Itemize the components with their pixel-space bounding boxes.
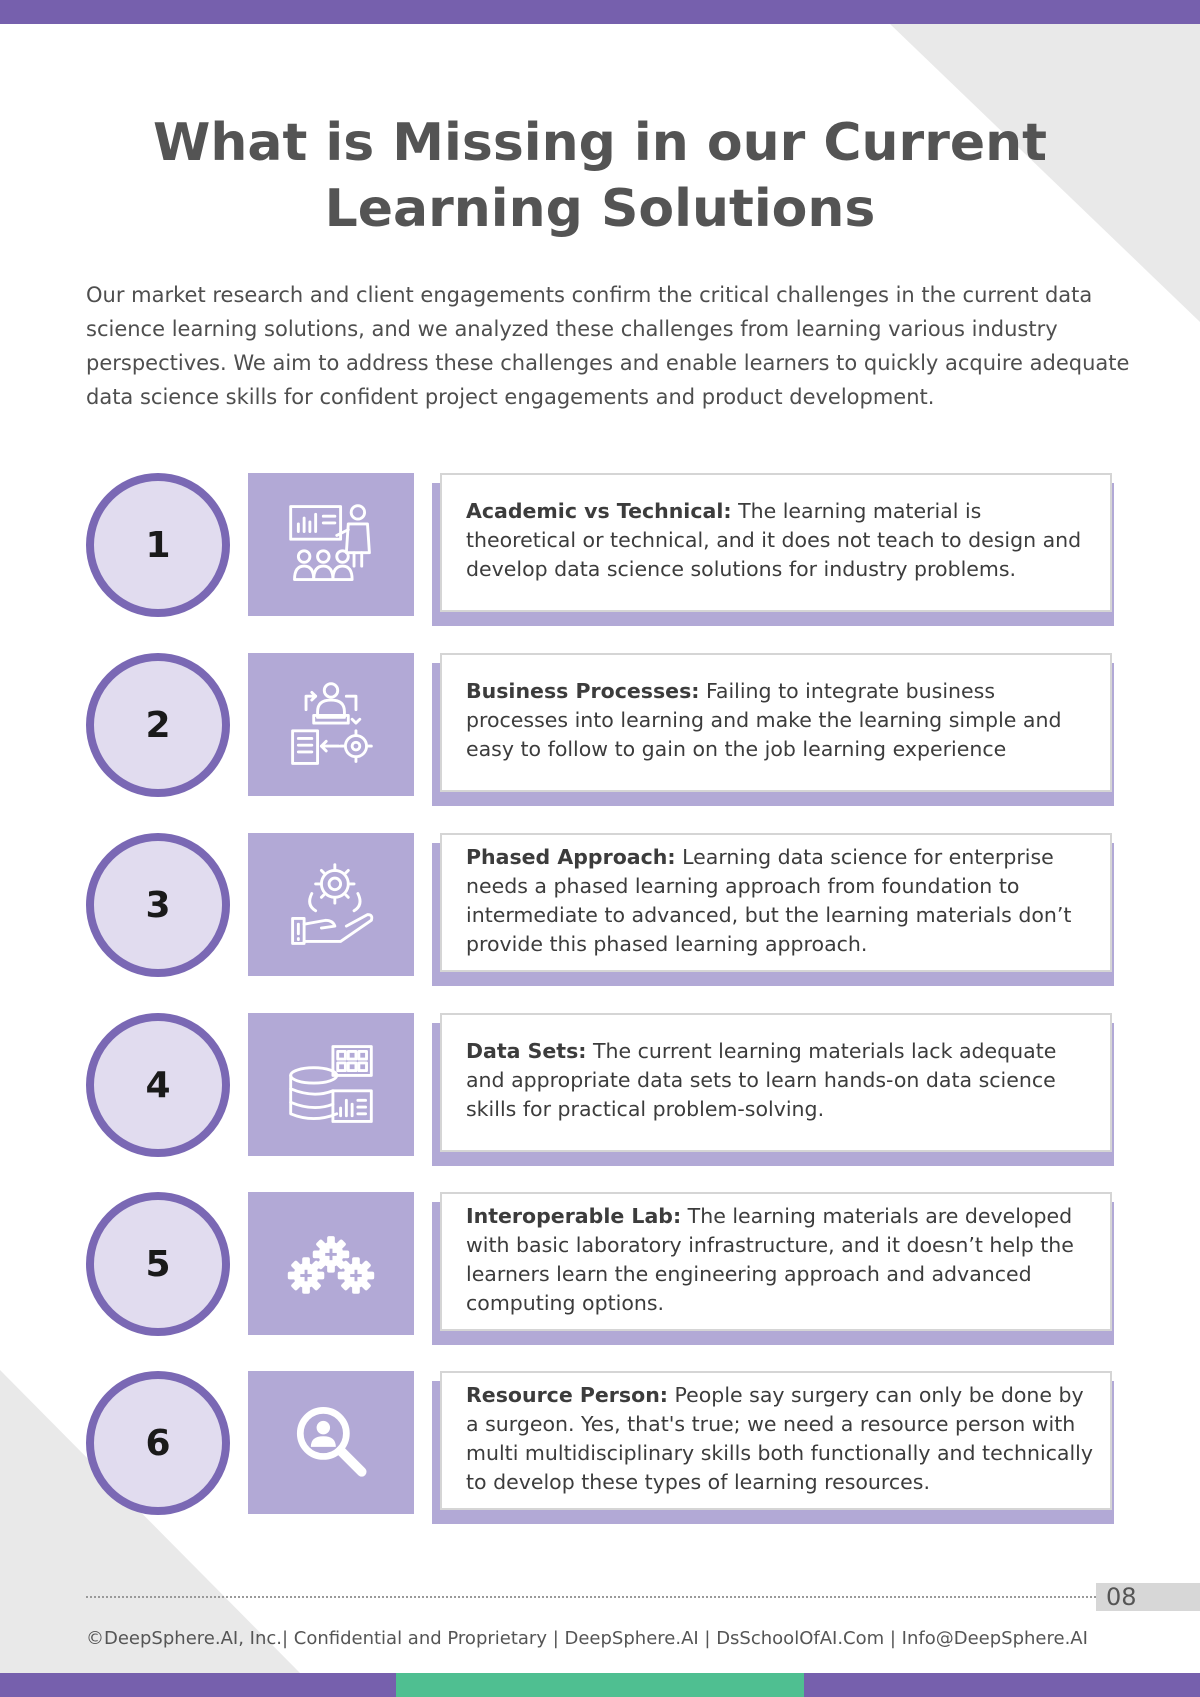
intro-paragraph: Our market research and client engagements confirm the critical challenges in the current data science learning solutions, and we analyzed these challenges from learning various industry perspectives. We aim to address these challenges and enable learners to quickly acquire adequate data science skills for confident project engagements and product development. [86,283,1130,409]
number-circle: 5 [86,1192,230,1336]
challenge-item-4 [0,1013,1200,1163]
icon-box [248,653,414,796]
description-body: The current learning materials lack adequate and appropriate data sets to learn hands-on data science skills for practical problem-solving. [466,1039,1057,1121]
page-number: 08 [1096,1583,1200,1611]
description-body: Failing to integrate business processes into learning and make the learning simple and easy to follow to gain on the job learning experience [466,679,1062,761]
description-text [466,1202,1096,1318]
footer-divider [86,1596,1096,1598]
description-card [440,653,1112,792]
challenge-item-2 [0,653,1200,803]
description-card [440,1192,1112,1331]
icon-box [248,1013,414,1156]
description-text [466,1381,1096,1497]
description-heading: Business Processes: [466,679,700,703]
description-heading: Interoperable Lab: [466,1203,682,1228]
icon-box [248,833,414,976]
database-icon [283,1037,379,1133]
number-circle: 4 [86,1013,230,1157]
description-card [440,473,1112,612]
page-title: What is Missing in our Current Learning Solutions [152,113,1047,239]
description-text [466,843,1096,959]
description-text [466,1037,1096,1124]
business-process-icon [283,677,379,773]
challenge-item-6 [0,1371,1200,1521]
footer-text: ©DeepSphere.AI, Inc.| Confidential and Proprietary | DeepSphere.AI | DsSchoolOfAI.Com | Info@DeepSphere.AI [86,1628,1088,1649]
description-text [466,677,1096,764]
description-heading: Academic vs Technical: [466,499,732,523]
presentation-icon [283,497,379,593]
icon-box [248,1371,414,1514]
description-body: The learning materials are developed with basic laboratory infrastructure, and it doesn’t help the learners learn the engineering approach and advanced computing options. [466,1203,1074,1315]
challenge-item-3 [0,833,1200,983]
number-circle: 6 [86,1371,230,1515]
description-body: Learning data science for enterprise needs a phased learning approach from foundation to intermediate to advanced, but the learning materials don’t provide this phased learning approach. [466,844,1072,956]
icon-box [248,473,414,616]
description-card [440,1013,1112,1152]
number-circle: 3 [86,833,230,977]
challenge-item-5 [0,1192,1200,1342]
description-heading: Phased Approach: [466,844,676,869]
description-body: People say surgery can only be done by a surgeon. Yes, that's true; we need a resource person with multi multidisciplinary skills both functionally and technically to develop these types of learning resources. [466,1382,1094,1494]
description-heading: Resource Person: [466,1382,668,1407]
gears-icon [283,1216,379,1312]
description-card [440,1371,1112,1510]
number-circle: 1 [86,473,230,617]
number-circle: 2 [86,653,230,797]
description-body: The learning material is theoretical or technical, and it does not teach to design and develop data science solutions for industry problems. [466,499,1082,581]
description-heading: Data Sets: [466,1039,587,1063]
bottom-accent-bar [396,1673,804,1697]
description-text [466,497,1096,584]
challenge-item-1 [0,473,1200,623]
search-person-icon [283,1395,379,1491]
hand-gear-icon [283,857,379,953]
icon-box [248,1192,414,1335]
description-card [440,833,1112,972]
